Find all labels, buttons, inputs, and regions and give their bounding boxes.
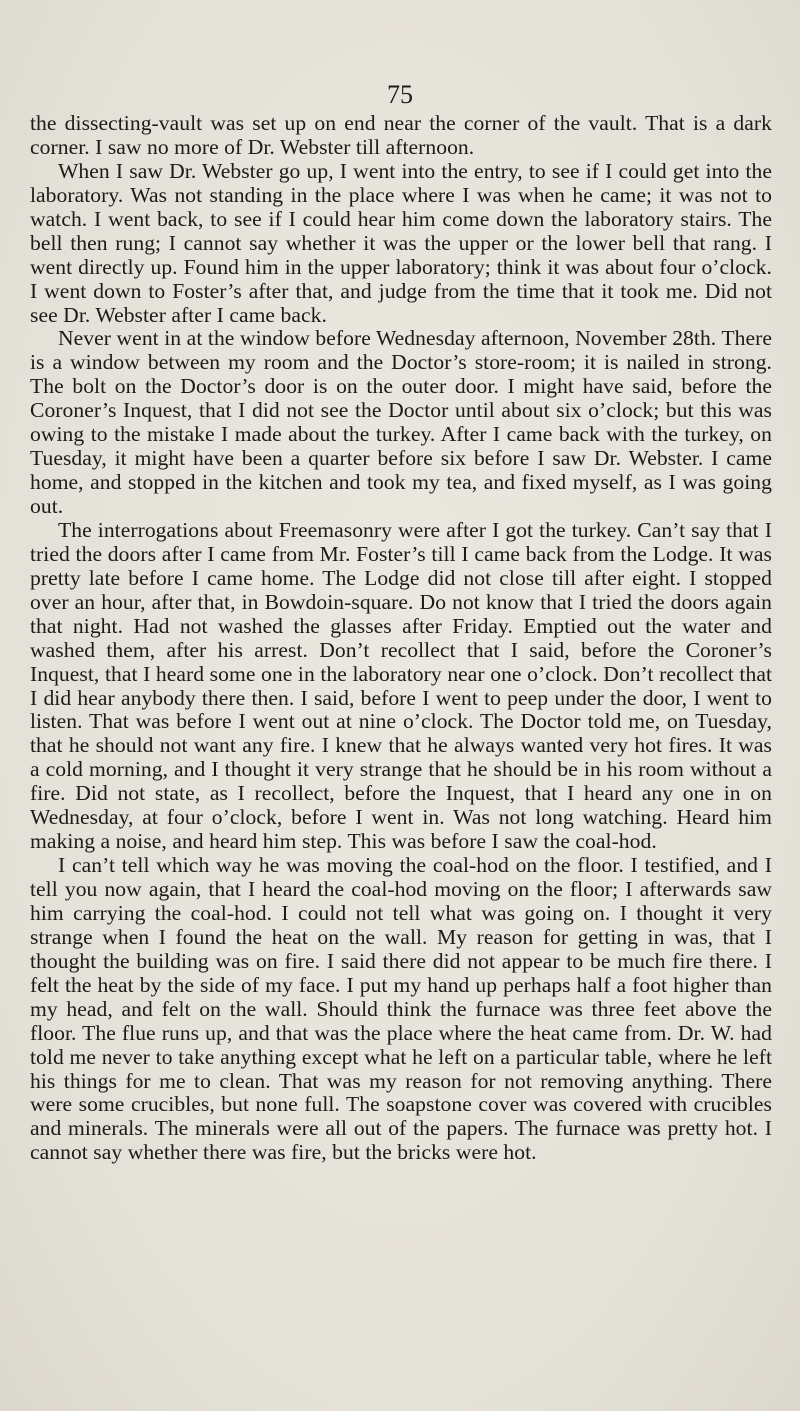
body-text xyxy=(30,112,772,1165)
paragraph-3: Never went in at the window before Wednesday afternoon, November 28th. There is a window between my room and the Doctor’s store-room; it is nailed in strong. The bolt on the Doctor’s door is on the outer door. I might have said, before the Coroner’s Inquest, that I did not see the Doctor until about six o’clock; but this was owing to the mistake I made about the turkey. After I came back with the turkey, on Tuesday, it might have been a quarter before six before I saw Dr. Webster. I came home, and stopped in the kitchen and took my tea, and fixed myself, as I was going out. xyxy=(30,326,772,518)
paragraph-1: the dissecting-vault was set up on end near the corner of the vault. That is a dark corner. I saw no more of Dr. Webster till afternoon. xyxy=(30,111,772,159)
paragraph-5: I can’t tell which way he was moving the coal-hod on the floor. I testified, and I tell you now again, that I heard the coal-hod moving on the floor; I afterwards saw him carrying the coal-hod. I could not tell what was going on. I thought it very strange when I found the heat on the wall. My reason for getting in was, that I thought the building was on fire. I said there did not appear to be much fire there. I felt the heat by the side of my face. I put my hand up perhaps half a foot higher than my head, and felt on the wall. Should think the furnace was three feet above the floor. The flue runs up, and that was the place where the heat came from. Dr. W. had told me never to take anything except what he left on a particular table, where he left his things for me to clean. That was my reason for not removing anything. There were some crucibles, but none full. The soapstone cover was covered with crucibles and minerals. The minerals were all out of the papers. The furnace was pretty hot. I cannot say whether there was fire, but the bricks were hot. xyxy=(30,853,772,1165)
paragraph-4: The interrogations about Freemasonry were after I got the turkey. Can’t say that I tried the doors after I came from Mr. Foster’s till I came back from the Lodge. It was pretty late before I came home. The Lodge did not close till after eight. I stopped over an hour, after that, in Bowdoin-square. Do not know that I tried the doors again that night. Had not washed the glasses after Friday. Emptied out the water and washed them, after his arrest. Don’t recollect that I said, before the Coroner’s Inquest, that I heard some one in the laboratory near one o’clock. Don’t recollect that I did hear anybody there then. I said, before I went to peep under the door, I went to listen. That was before I went out at nine o’clock. The Doctor told me, on Tuesday, that he should not want any fire. I knew that he always wanted very hot fires. It was a cold morning, and I thought it very strange that he should be in his room without a fire. Did not state, as I recollect, before the Inquest, that I heard any one in on Wednesday, at four o’clock, before I went in. Was not long watching. Heard him making a noise, and heard him step. This was before I saw the coal-hod. xyxy=(30,517,772,854)
paragraph-2: When I saw Dr. Webster go up, I went into the entry, to see if I could get into the laboratory. Was not standing in the place where I was when he came; it was not to watch. I went back, to see if I could hear him come down the laboratory stairs. The bell then rung; I cannot say whether it was the upper or the lower bell that rang. I went directly up. Found him in the upper laboratory; think it was about four o’clock. I went down to Foster’s after that, and judge from the time that it took me. Did not see Dr. Webster after I came back. xyxy=(30,158,772,327)
page-number: 75 xyxy=(387,80,413,109)
